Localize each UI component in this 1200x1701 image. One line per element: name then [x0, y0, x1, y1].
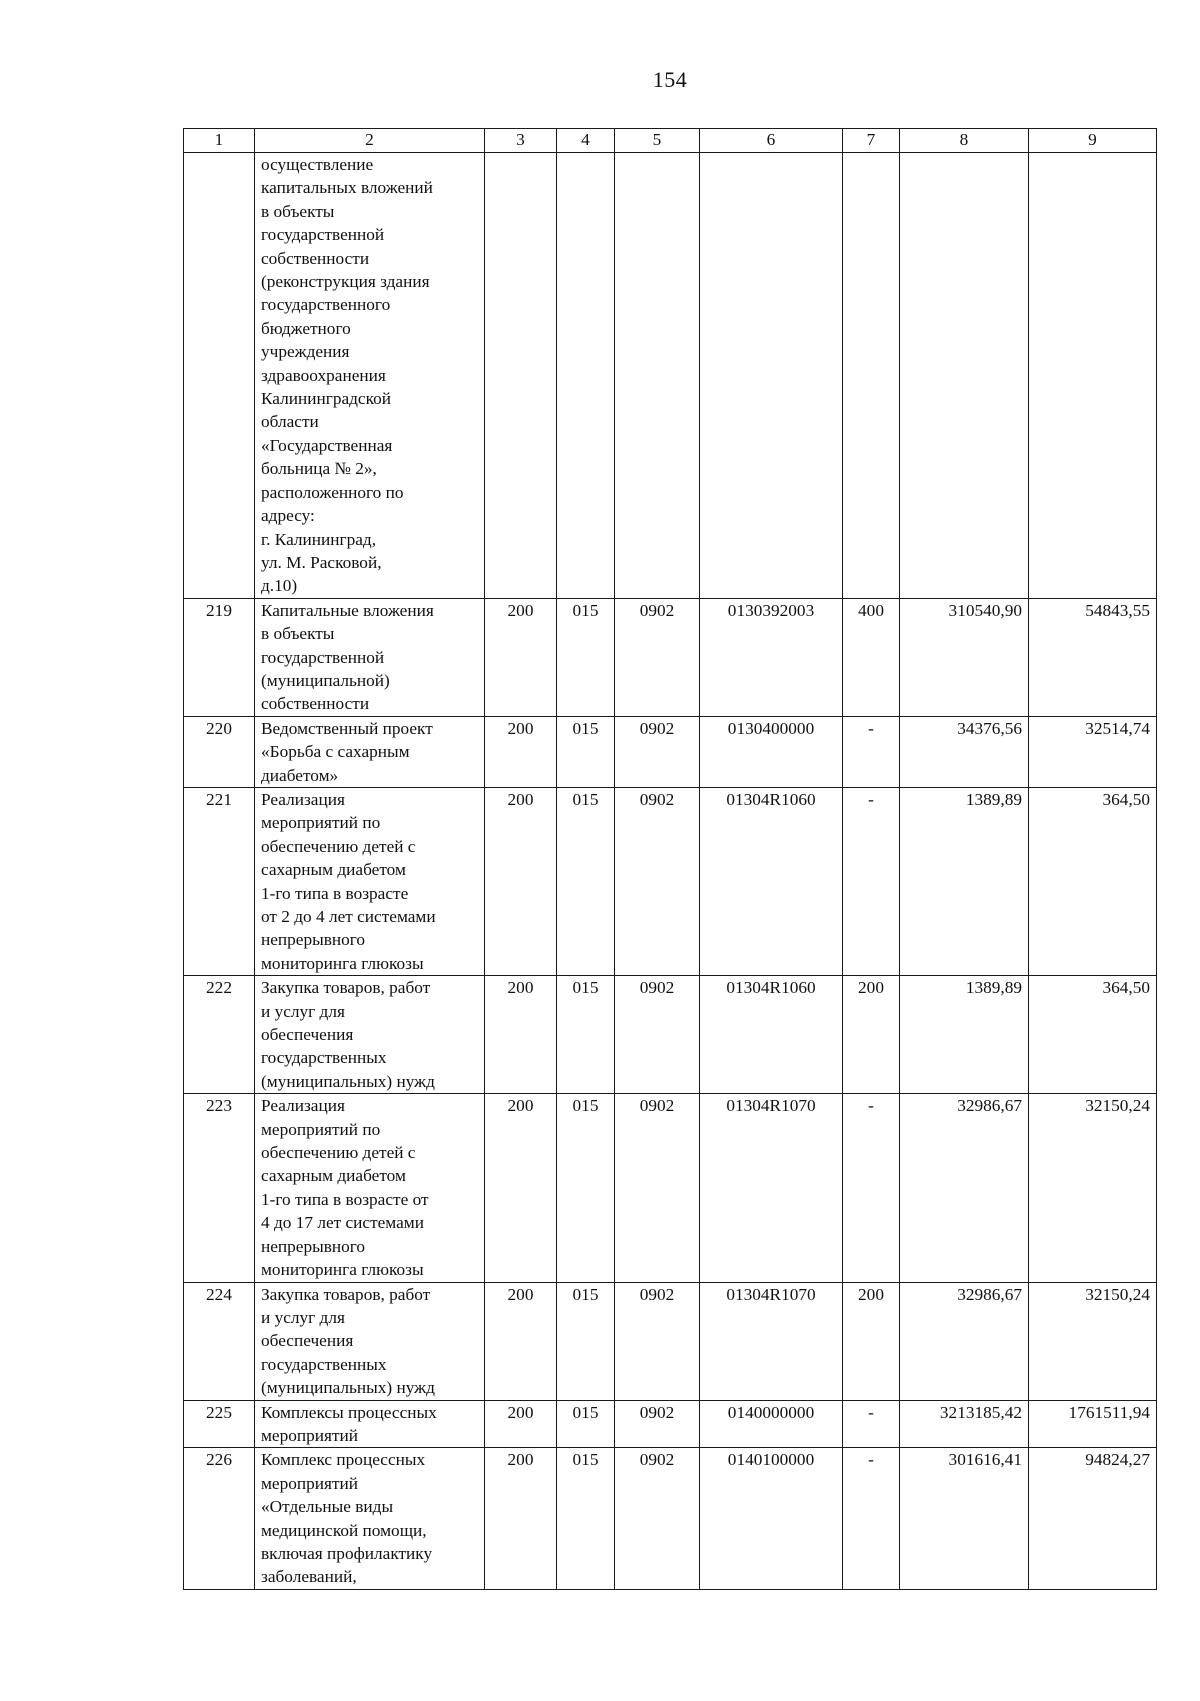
- cell-name-line: «Государственная: [261, 435, 393, 455]
- cell-name-line: бюджетного: [261, 318, 351, 338]
- cell-target-article: 0130392003: [700, 598, 843, 716]
- cell-section-code: 0902: [615, 1400, 700, 1448]
- cell-name-line: государственной: [261, 647, 385, 667]
- table-row: [184, 716, 1157, 787]
- table-row: [184, 598, 1157, 716]
- cell-name-line: государственного: [261, 295, 391, 315]
- cell-name-line: от 2 до 4 лет системами: [261, 907, 436, 926]
- cell-section-code: 0902: [615, 1448, 700, 1589]
- cell-ministry-code: [485, 153, 557, 599]
- cell-target-article: 0140000000: [700, 1400, 843, 1448]
- cell-name-line: 1-го типа в возрасте от: [261, 1189, 429, 1209]
- cell-section-code: 0902: [615, 787, 700, 975]
- cell-name-line: обеспечению детей с: [261, 1143, 416, 1163]
- cell-amount-actual: 32150,24: [1029, 1282, 1157, 1400]
- column-header-9: 9: [1029, 129, 1157, 153]
- cell-department-code: 015: [557, 1282, 615, 1400]
- table-row: [184, 976, 1157, 1094]
- cell-name-line: ул. М. Расковой,: [261, 552, 382, 572]
- cell-name-line: Реализация: [261, 1096, 345, 1116]
- cell-name-line: непрерывного: [261, 1236, 366, 1256]
- cell-ministry-code: 200: [485, 1400, 557, 1448]
- cell-amount-actual: 364,50: [1029, 787, 1157, 975]
- cell-expense-type: -: [843, 1094, 900, 1282]
- cell-name-line: 1-го типа в возрасте: [261, 883, 409, 903]
- cell-name: [255, 1282, 485, 1400]
- cell-name-line: здравоохранения: [261, 365, 386, 385]
- cell-department-code: 015: [557, 1448, 615, 1589]
- cell-amount-plan: 1389,89: [900, 976, 1029, 1094]
- page-number: 154: [652, 67, 688, 92]
- cell-amount-actual: 94824,27: [1029, 1448, 1157, 1589]
- cell-name-line: в объекты: [261, 624, 335, 644]
- cell-name-line: Калининградской: [261, 389, 392, 409]
- cell-name: [255, 716, 485, 787]
- column-header-3: 3: [485, 129, 557, 153]
- cell-name-line: в объекты: [261, 201, 335, 221]
- table-row: [184, 787, 1157, 975]
- cell-name-line: мероприятий по: [261, 1119, 381, 1139]
- cell-name: [255, 598, 485, 716]
- cell-name: [255, 787, 485, 975]
- cell-name-line: Комплекс процессных: [261, 1450, 426, 1470]
- cell-name-line: и услуг для: [261, 1001, 345, 1021]
- cell-amount-plan: 34376,56: [900, 716, 1029, 787]
- cell-target-article: 01304R1060: [700, 787, 843, 975]
- cell-amount-plan: 32986,67: [900, 1282, 1029, 1400]
- cell-name-line: осуществление: [261, 155, 374, 174]
- cell-name-line: медицинской помощи,: [261, 1520, 427, 1540]
- cell-ministry-code: 200: [485, 1094, 557, 1282]
- cell-name-line: Закупка товаров, работ: [261, 978, 431, 998]
- column-header-6: 6: [700, 129, 843, 153]
- cell-name-line: сахарным диабетом: [261, 860, 406, 880]
- cell-name-line: государственных: [261, 1048, 387, 1068]
- cell-row-number: 222: [184, 976, 255, 1094]
- cell-amount-actual: 32150,24: [1029, 1094, 1157, 1282]
- cell-department-code: [557, 153, 615, 599]
- cell-name-line: обеспечения: [261, 1331, 354, 1351]
- cell-name-line: области: [261, 412, 319, 432]
- cell-section-code: 0902: [615, 1282, 700, 1400]
- table-row: [184, 1448, 1157, 1589]
- cell-row-number: 224: [184, 1282, 255, 1400]
- cell-expense-type: 400: [843, 598, 900, 716]
- cell-name-line: обеспечению детей с: [261, 836, 416, 856]
- cell-name-line: Капитальные вложения: [261, 600, 434, 620]
- cell-section-code: 0902: [615, 598, 700, 716]
- cell-section-code: [615, 153, 700, 599]
- cell-target-article: 01304R1060: [700, 976, 843, 1094]
- cell-name-line: больница № 2»,: [261, 459, 377, 479]
- cell-name-line: д.10): [261, 576, 298, 596]
- column-header-1: 1: [184, 129, 255, 153]
- cell-section-code: 0902: [615, 976, 700, 1094]
- cell-name-line: собственности: [261, 248, 370, 268]
- column-header-8: 8: [900, 129, 1029, 153]
- column-header-4: 4: [557, 129, 615, 153]
- cell-name-line: г. Калининград,: [261, 529, 377, 549]
- cell-name-line: диабетом»: [261, 765, 339, 785]
- cell-amount-plan: 310540,90: [900, 598, 1029, 716]
- cell-name-line: обеспечения: [261, 1025, 354, 1045]
- cell-ministry-code: 200: [485, 976, 557, 1094]
- cell-target-article: [700, 153, 843, 599]
- cell-name-line: мероприятий по: [261, 813, 381, 833]
- cell-name: [255, 1448, 485, 1589]
- cell-department-code: 015: [557, 1094, 615, 1282]
- cell-name-line: Закупка товаров, работ: [261, 1284, 431, 1304]
- cell-row-number: 226: [184, 1448, 255, 1589]
- column-header-5: 5: [615, 129, 700, 153]
- cell-amount-plan: 3213185,42: [900, 1400, 1029, 1448]
- cell-expense-type: 200: [843, 1282, 900, 1400]
- cell-amount-plan: 301616,41: [900, 1448, 1029, 1589]
- column-header-2: 2: [255, 129, 485, 153]
- cell-name: [255, 153, 485, 599]
- cell-name-line: мониторинга глюкозы: [261, 953, 424, 973]
- cell-ministry-code: 200: [485, 716, 557, 787]
- cell-department-code: 015: [557, 716, 615, 787]
- cell-ministry-code: 200: [485, 787, 557, 975]
- cell-expense-type: -: [843, 1448, 900, 1589]
- cell-name-line: адресу:: [261, 506, 315, 526]
- cell-ministry-code: 200: [485, 1448, 557, 1589]
- table-row: [184, 1094, 1157, 1282]
- cell-row-number: 223: [184, 1094, 255, 1282]
- cell-amount-plan: 1389,89: [900, 787, 1029, 975]
- table-row: [184, 1282, 1157, 1400]
- cell-name-line: капитальных вложений: [261, 178, 433, 198]
- cell-ministry-code: 200: [485, 1282, 557, 1400]
- cell-target-article: 01304R1070: [700, 1282, 843, 1400]
- cell-department-code: 015: [557, 787, 615, 975]
- column-header-7: 7: [843, 129, 900, 153]
- cell-name-line: (муниципальных) нужд: [261, 1378, 435, 1398]
- header-row: [184, 129, 1157, 153]
- cell-amount-actual: 364,50: [1029, 976, 1157, 1094]
- cell-row-number: 219: [184, 598, 255, 716]
- cell-section-code: 0902: [615, 1094, 700, 1282]
- cell-name: [255, 1400, 485, 1448]
- cell-amount-actual: 54843,55: [1029, 598, 1157, 716]
- cell-name: [255, 976, 485, 1094]
- cell-target-article: 0140100000: [700, 1448, 843, 1589]
- cell-name-line: учреждения: [261, 342, 350, 362]
- cell-department-code: 015: [557, 598, 615, 716]
- cell-name-line: сахарным диабетом: [261, 1166, 406, 1186]
- cell-amount-plan: 32986,67: [900, 1094, 1029, 1282]
- cell-expense-type: -: [843, 1400, 900, 1448]
- cell-expense-type: [843, 153, 900, 599]
- table-body: [184, 153, 1157, 1590]
- cell-name-line: собственности: [261, 694, 370, 714]
- cell-name-line: «Отдельные виды: [261, 1497, 394, 1517]
- cell-name-line: Реализация: [261, 789, 345, 809]
- cell-name-line: мониторинга глюкозы: [261, 1260, 424, 1280]
- cell-amount-plan: [900, 153, 1029, 599]
- cell-name-line: заболеваний,: [261, 1567, 357, 1587]
- cell-name-line: (муниципальной): [261, 670, 390, 690]
- cell-row-number: [184, 153, 255, 599]
- cell-expense-type: -: [843, 787, 900, 975]
- cell-name-line: и услуг для: [261, 1307, 345, 1327]
- cell-section-code: 0902: [615, 716, 700, 787]
- cell-name-line: государственной: [261, 225, 385, 245]
- table-row: [184, 1400, 1157, 1448]
- cell-name-line: мероприятий: [261, 1425, 359, 1445]
- cell-amount-actual: 1761511,94: [1029, 1400, 1157, 1448]
- cell-row-number: 225: [184, 1400, 255, 1448]
- table-row: [184, 153, 1157, 599]
- cell-target-article: 0130400000: [700, 716, 843, 787]
- cell-name-line: расположенного по: [261, 482, 404, 502]
- cell-name-line: государственных: [261, 1354, 387, 1374]
- cell-name-line: (реконструкция здания: [261, 272, 430, 292]
- cell-name-line: «Борьба с сахарным: [261, 742, 410, 762]
- cell-target-article: 01304R1070: [700, 1094, 843, 1282]
- cell-department-code: 015: [557, 1400, 615, 1448]
- cell-name-line: мероприятий: [261, 1473, 359, 1493]
- cell-name-line: 4 до 17 лет системами: [261, 1213, 424, 1233]
- cell-row-number: 220: [184, 716, 255, 787]
- cell-expense-type: -: [843, 716, 900, 787]
- cell-name-line: Ведомственный проект: [261, 718, 433, 738]
- cell-ministry-code: 200: [485, 598, 557, 716]
- cell-row-number: 221: [184, 787, 255, 975]
- cell-department-code: 015: [557, 976, 615, 1094]
- cell-name-line: (муниципальных) нужд: [261, 1071, 435, 1091]
- cell-name-line: включая профилактику: [261, 1543, 433, 1563]
- budget-table: [183, 128, 1157, 1590]
- cell-name-line: непрерывного: [261, 930, 366, 950]
- cell-amount-actual: 32514,74: [1029, 716, 1157, 787]
- cell-expense-type: 200: [843, 976, 900, 1094]
- cell-amount-actual: [1029, 153, 1157, 599]
- cell-name: [255, 1094, 485, 1282]
- cell-name-line: Комплексы процессных: [261, 1402, 437, 1422]
